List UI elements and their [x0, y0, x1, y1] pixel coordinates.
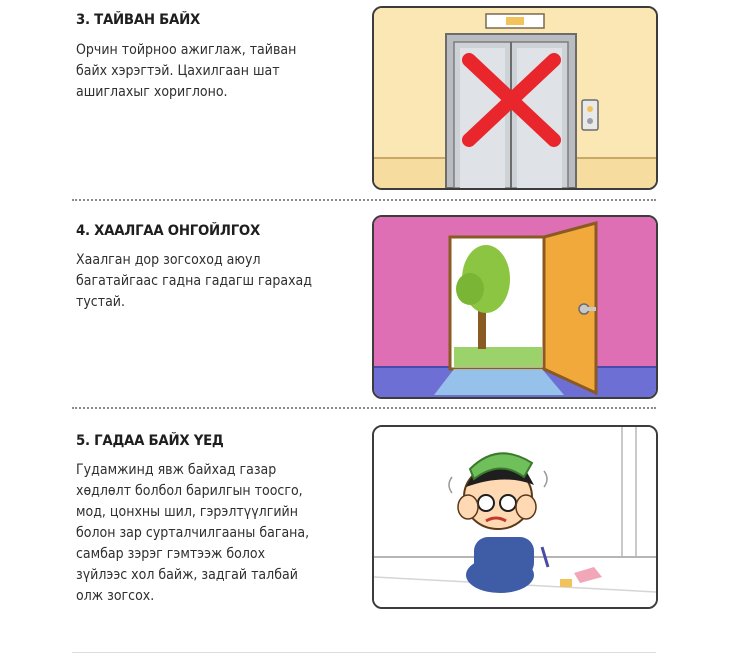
elevator-icon: [374, 8, 656, 188]
elevator-crossed-out-illustration: [372, 6, 658, 190]
section-divider: [72, 407, 656, 409]
person-crouching-icon: [374, 427, 656, 607]
open-door-icon: [374, 217, 656, 397]
section-open-door: [0, 205, 750, 410]
page-bottom-line: [72, 652, 656, 653]
section-text: Орчин тойрноо ажиглаж, тайван байх хэрэгтэй. Цахилгаан шат ашиглахыг хориглоно.: [76, 42, 297, 100]
open-door-illustration: [372, 215, 658, 399]
section-heading: 4. ХААЛГАА ОНГОЙЛГОХ: [76, 223, 260, 239]
section-text: Хаалган дор зогсоход аюул багатайгаас гадна гадагш гарахад тустай.: [76, 252, 312, 310]
section-heading: 5. ГАДАА БАЙХ ҮЕД: [76, 433, 224, 449]
section-divider: [72, 199, 656, 201]
person-crouching-illustration: [372, 425, 658, 609]
section-heading: 3. ТАЙВАН БАЙХ: [76, 12, 200, 28]
section-text: Гудамжинд явж байхад газар хөдлөлт болбол барилгын тоосго, мод, цонхны шил, гэрэлтүүлгийн болон зар сурталчилгааны багана, самбар зэрэг гэмтээж болох зүйлээс хол байж, задгай талбай олж зогсох.: [76, 462, 310, 604]
section-when-outdoors: [0, 415, 750, 645]
section-stay-calm: [0, 0, 750, 200]
